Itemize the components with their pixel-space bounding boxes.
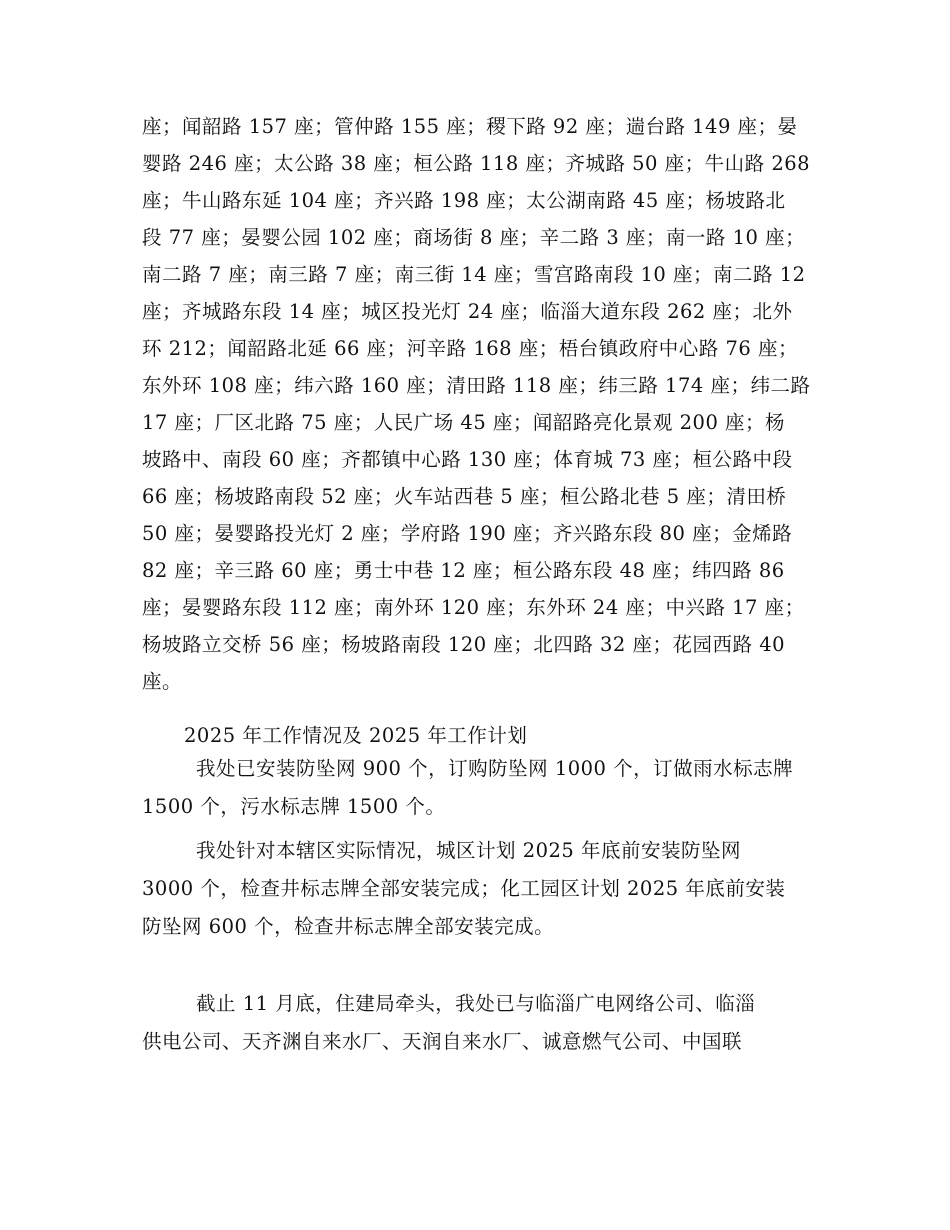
text-line: 截止 11 月底，住建局牵头，我处已与临淄广电网络公司、临淄	[196, 992, 756, 1015]
text-line: 婴路 246 座；太公路 38 座；桓公路 118 座；齐城路 50 座；牛山路 268	[142, 152, 811, 175]
text-line: 坡路中、南段 60 座；齐都镇中心路 130 座；体育城 73 座；桓公路中段	[142, 448, 793, 471]
text-line: 1500 个，污水标志牌 1500 个。	[142, 795, 446, 818]
text-line: 南二路 7 座；南三路 7 座；南三街 14 座；雪宫路南段 10 座；南二路 12	[142, 263, 806, 286]
paragraph-cooperation	[142, 985, 822, 1061]
text-line: 17 座；厂区北路 75 座；人民广场 45 座；闻韶路亮化景观 200 座；杨	[142, 411, 786, 434]
text-line: 段 77 座；晏婴公园 102 座；商场街 8 座；辛二路 3 座；南一路 10 座；	[142, 226, 806, 249]
continued-paragraph	[142, 108, 822, 700]
text-line: 防坠网 600 个，检查井标志牌全部安装完成。	[142, 915, 555, 938]
text-line: 3000 个，检查井标志牌全部安装完成；化工园区计划 2025 年底前安装	[142, 877, 786, 900]
text-line: 我处已安装防坠网 900 个，订购防坠网 1000 个，订做雨水标志牌	[196, 757, 794, 780]
text-line: 环 212；闻韶路北延 66 座；河辛路 168 座；梧台镇政府中心路 76 座；	[142, 337, 798, 360]
text-line: 50 座；晏婴路投光灯 2 座；学府路 190 座；齐兴路东段 80 座；金烯路	[142, 522, 793, 545]
text-line: 座；牛山路东延 104 座；齐兴路 198 座；太公湖南路 45 座；杨坡路北	[142, 189, 786, 212]
text-line: 东外环 108 座；纬六路 160 座；清田路 118 座；纬三路 174 座；纬二路	[142, 374, 811, 397]
text-line: 82 座；辛三路 60 座；勇士中巷 12 座；桓公路东段 48 座；纬四路 86	[142, 559, 785, 582]
heading-text: 2025 年工作情况及 2025 年工作计划	[184, 724, 528, 747]
text-line: 座。	[142, 670, 183, 693]
text-line: 我处针对本辖区实际情况，城区计划 2025 年底前安装防坠网	[196, 839, 742, 862]
text-line: 座；闻韶路 157 座；管仲路 155 座；稷下路 92 座；遄台路 149 座；晏	[142, 115, 798, 138]
text-line: 66 座；杨坡路南段 52 座；火车站西巷 5 座；桓公路北巷 5 座；清田桥	[142, 485, 787, 508]
paragraph-plan	[142, 832, 822, 946]
text-line: 杨坡路立交桥 56 座；杨坡路南段 120 座；北四路 32 座；花园西路 40	[142, 633, 786, 656]
text-line: 座；晏婴路东段 112 座；南外环 120 座；东外环 24 座；中兴路 17 座；	[142, 596, 805, 619]
text-line: 座；齐城路东段 14 座；城区投光灯 24 座；临淄大道东段 262 座；北外	[142, 300, 793, 323]
paragraph-installed	[142, 750, 822, 826]
text-line: 供电公司、天齐渊自来水厂、天润自来水厂、诚意燃气公司、中国联	[142, 1030, 743, 1053]
